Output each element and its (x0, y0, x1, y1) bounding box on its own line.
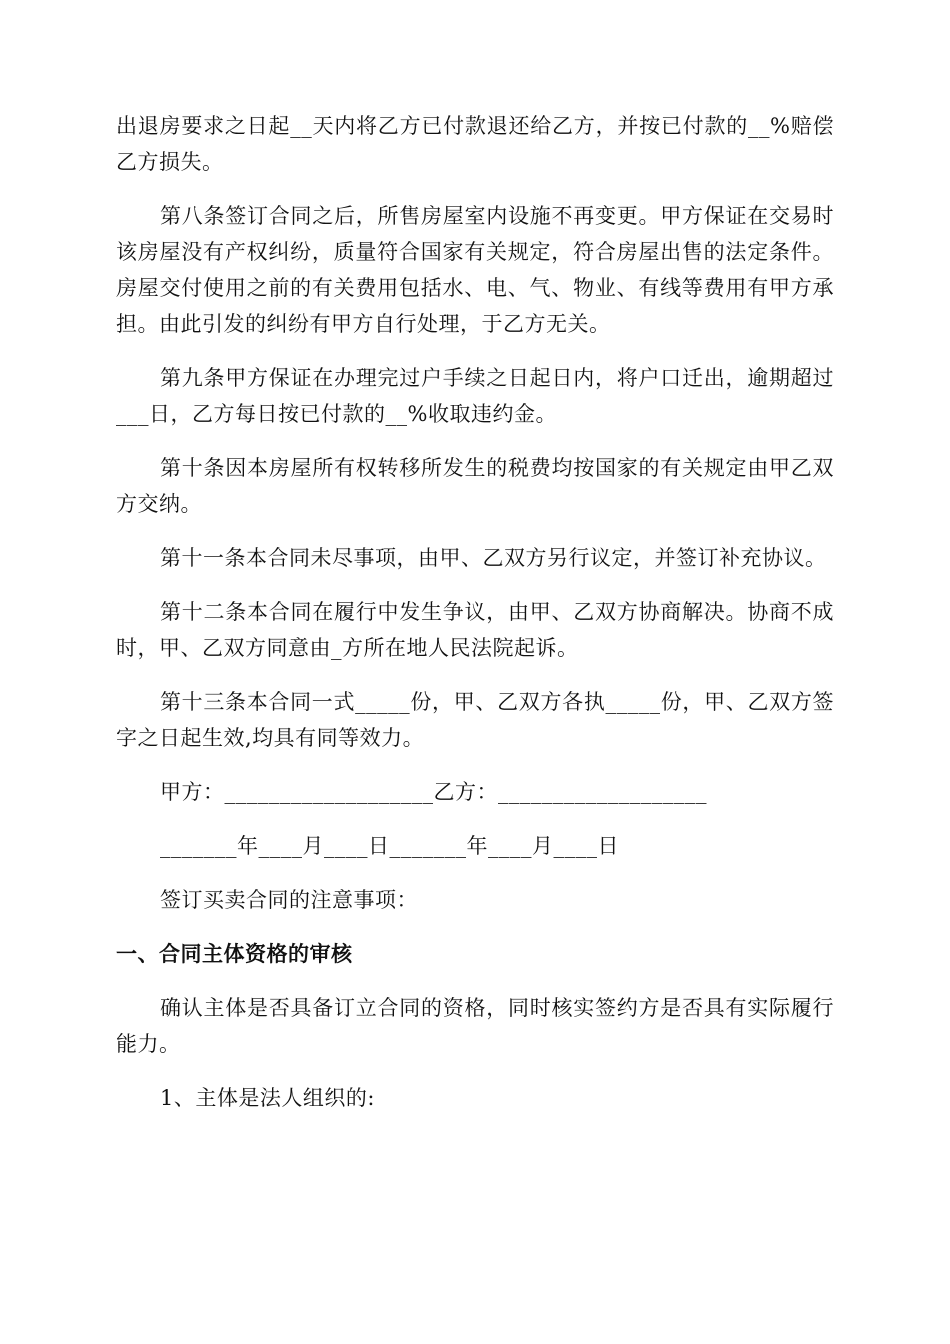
notes-title: 签订买卖合同的注意事项： (160, 888, 418, 912)
section-1-body: 确认主体是否具备订立合同的资格，同时核实签约方是否具有实际履行能力。 (116, 996, 834, 1056)
paragraph-article-9: 第九条甲方保证在办理完过户手续之日起日内，将户口迁出，逾期超过___日，乙方每日按已付款的__%收取违约金。 (116, 366, 834, 426)
document-body (116, 108, 834, 1134)
paragraph-article-13: 第十三条本合同一式_____份，甲、乙双方各执_____份，甲、乙双方签字之日起生效,均具有同等效力。 (116, 690, 834, 750)
paragraph-article-12: 第十二条本合同在履行中发生争议，由甲、乙双方协商解决。协商不成时，甲、乙双方同意由_方所在地人民法院起诉。 (116, 600, 834, 660)
paragraph-article-8: 第八条签订合同之后，所售房屋室内设施不再变更。甲方保证在交易时该房屋没有产权纠纷，质量符合国家有关规定，符合房屋出售的法定条件。房屋交付使用之前的有关费用包括水、电、气、物业、有线等费用有甲方承担。由此引发的纠纷有甲方自行处理，于乙方无关。 (116, 204, 834, 336)
paragraph-refund-continuation: 出退房要求之日起__天内将乙方已付款退还给乙方，并按已付款的__%赔偿乙方损失。 (116, 114, 834, 174)
date-line: _______年____月____日_______年____月____日 (160, 834, 619, 858)
signature-line: 甲方：___________________乙方：___________________ (160, 780, 707, 804)
paragraph-article-11: 第十一条本合同未尽事项，由甲、乙双方另行议定，并签订补充协议。 (160, 546, 827, 570)
section-1-heading: 一、合同主体资格的审核 (116, 941, 353, 966)
item-1: 1、主体是法人组织的: (160, 1086, 375, 1110)
paragraph-article-10: 第十条因本房屋所有权转移所发生的税费均按国家的有关规定由甲乙双方交纳。 (116, 456, 834, 516)
